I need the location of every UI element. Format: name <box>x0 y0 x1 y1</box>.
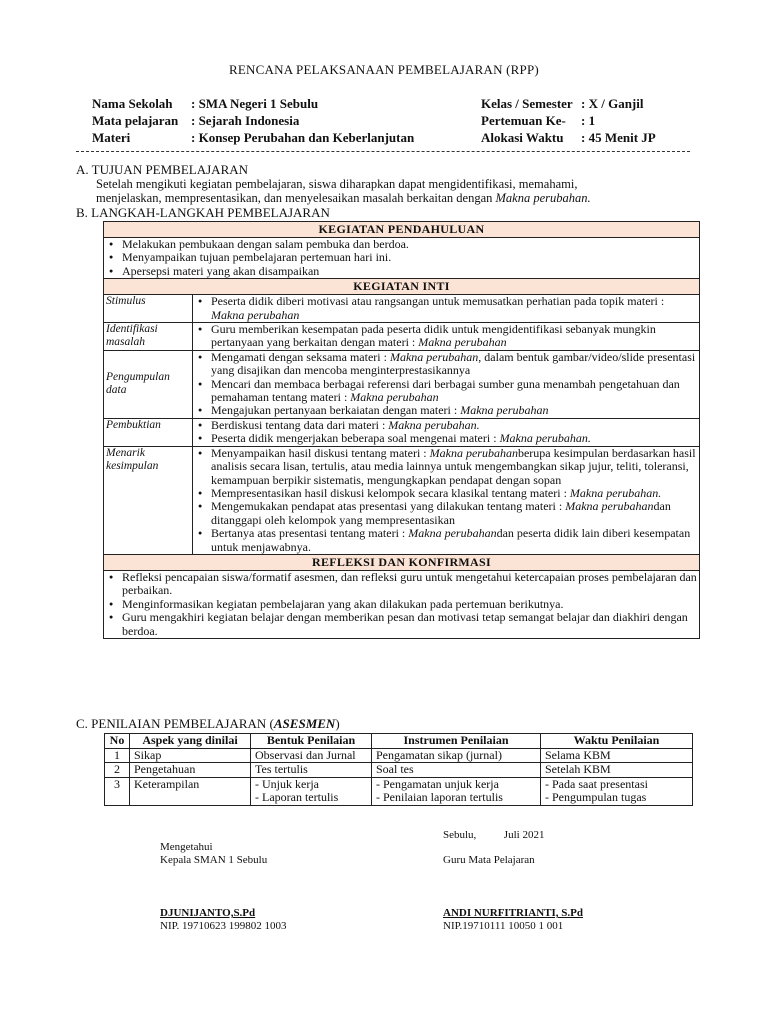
info-label: Kelas / Semester <box>481 96 573 111</box>
document-title: RENCANA PELAKSANAAN PEMBELAJARAN (RPP) <box>229 62 539 77</box>
table-row <box>104 446 700 554</box>
info-value: : X / Ganjil <box>581 96 644 111</box>
cell: Pengamatan sikap (jurnal) <box>372 748 541 763</box>
cell: Tes tertulis <box>251 763 372 778</box>
step-content <box>193 323 700 351</box>
table-header-row <box>105 734 693 749</box>
info-label: Nama Sekolah <box>92 96 173 111</box>
step-label: Identifikasi masalah <box>104 323 193 351</box>
section-a-text <box>96 177 696 205</box>
list-item: ● Menyampaikan hasil diskusi tentang materi : Makna perubahanberupa kesimpulan berdasarkan hasil analisis secara lisan, tertulis, atau media lainnya untuk mengembangkan sikap jujur, teliti, toleransi, kemampuan berpikir sistematis, mengungkapkan pendapat dengan sopan <box>195 447 697 487</box>
info-value: : 45 Menit JP <box>581 130 656 145</box>
section-a-line2: menjelaskan, mempresentasikan, dan menyelesaikan masalah berkaitan dengan Makna perubahan. <box>96 191 591 205</box>
assessment-table <box>104 733 693 806</box>
step-label: Stimulus <box>104 295 193 323</box>
refleksi-list <box>106 571 697 638</box>
cell: 2 <box>105 763 130 778</box>
step-content <box>193 295 700 323</box>
table-row <box>105 777 693 805</box>
table-row <box>104 350 700 418</box>
info-right <box>481 95 656 146</box>
col-header: Aspek yang dinilai <box>130 734 251 749</box>
list-item: ● Bertanya atas presentasi tentang materi : Makna perubahandan peserta didik lain diberi kesempatan untuk menjawabnya. <box>195 527 697 554</box>
section-c-title: C. PENILAIAN PEMBELAJARAN (ASESMEN) <box>76 716 340 731</box>
info-value: : Sejarah Indonesia <box>191 113 300 128</box>
step-content <box>193 418 700 446</box>
teacher-nip: NIP.19710111 10050 1 001 <box>443 920 564 932</box>
step-content <box>193 350 700 418</box>
sign-left-line2: Kepala SMAN 1 Sebulu <box>160 854 268 866</box>
pendahuluan-cell <box>104 238 700 279</box>
cell: Setelah KBM <box>541 763 693 778</box>
cell: - Pada saat presentasi - Pengumpulan tugas <box>541 777 693 805</box>
cell: Pengetahuan <box>130 763 251 778</box>
col-header: Waktu Penilaian <box>541 734 693 749</box>
cell: Sikap <box>130 748 251 763</box>
info-label: Pertemuan Ke- <box>481 113 566 128</box>
info-value: : SMA Negeri 1 Sebulu <box>191 96 319 111</box>
info-left <box>92 95 414 146</box>
list-item: ● Peserta didik mengerjakan beberapa soal mengenai materi : Makna perubahan. <box>195 432 697 445</box>
info-value: : Konsep Perubahan dan Keberlanjutan <box>191 130 415 145</box>
table-row <box>104 418 700 446</box>
steps-table <box>103 221 700 639</box>
info-label: Alokasi Waktu <box>481 130 564 145</box>
step-label: Menarik kesimpulan <box>104 446 193 554</box>
table-row <box>105 748 693 763</box>
section-a-line1: Setelah mengikuti kegiatan pembelajaran, siswa diharapkan dapat mengidentifikasi, memahami, <box>96 177 578 191</box>
refleksi-cell <box>104 570 700 638</box>
list-item: ● Berdiskusi tentang data dari materi : Makna perubahan. <box>195 419 697 432</box>
list-item: ● Mengemukakan pendapat atas presentasi yang dilakukan tentang materi : Makna perubahandan ditanggapi oleh kelompok yang mempresentasikan <box>195 500 697 527</box>
sign-right-line2: Guru Mata Pelajaran <box>443 854 535 866</box>
list-item: ● Apersepsi materi yang akan disampaikan <box>106 265 697 278</box>
list-item: ● Mengajukan pertanyaan berkaiatan dengan materi : Makna perubahan <box>195 404 697 417</box>
list-item: ● Melakukan pembukaan dengan salam pembuka dan berdoa. <box>106 238 697 251</box>
teacher-name: ANDI NURFITRIANTI, S.Pd <box>443 907 583 919</box>
list-item: ● Refleksi pencapaian siswa/formatif asesmen, dan refleksi guru untuk mengetahui ketercapaian proses pembelajaran dan perbaikan. <box>106 571 697 598</box>
place-date: Sebulu, Juli 2021 <box>443 829 545 841</box>
section-b-title: B. LANGKAH-LANGKAH PEMBELAJARAN <box>76 205 330 220</box>
list-item: ● Menyampaikan tujuan pembelajaran pertemuan hari ini. <box>106 251 697 264</box>
list-item: ● Mempresentasikan hasil diskusi kelompok secara klasikal tentang materi : Makna perubahan. <box>195 487 697 500</box>
pendahuluan-header: KEGIATAN PENDAHULUAN <box>104 222 700 238</box>
refleksi-header: REFLEKSI DAN KONFIRMASI <box>104 554 700 570</box>
sign-left-line1: Mengetahui <box>160 841 213 853</box>
info-value: : 1 <box>581 113 596 128</box>
info-label: Mata pelajaran <box>92 113 179 128</box>
col-header: No <box>105 734 130 749</box>
list-item: ● Mencari dan membaca berbagai referensi dari berbagai sumber guna menambah pengetahuan dan pemahaman tentang materi : Makna perubahan <box>195 378 697 405</box>
col-header: Instrumen Penilaian <box>372 734 541 749</box>
dashed-divider <box>76 151 690 152</box>
col-header: Bentuk Penilaian <box>251 734 372 749</box>
list-item: ● Guru mengakhiri kegiatan belajar dengan memberikan pesan dan motivasi tetap semangat belajar dan diakhiri dengan berdoa. <box>106 611 697 638</box>
cell: 1 <box>105 748 130 763</box>
table-row <box>104 295 700 323</box>
table-row <box>105 763 693 778</box>
cell: Observasi dan Jurnal <box>251 748 372 763</box>
info-label: Materi <box>92 130 131 145</box>
principal-name: DJUNIJANTO,S.Pd <box>160 907 256 919</box>
cell: Soal tes <box>372 763 541 778</box>
cell: Keterampilan <box>130 777 251 805</box>
inti-header: KEGIATAN INTI <box>104 279 700 295</box>
step-content <box>193 446 700 554</box>
cell: Selama KBM <box>541 748 693 763</box>
step-label: Pengumpulan data <box>104 350 193 418</box>
step-label: Pembuktian <box>104 418 193 446</box>
pendahuluan-list <box>106 238 697 278</box>
principal-nip: NIP. 19710623 199802 1003 <box>160 920 287 932</box>
list-item: ● Guru memberikan kesempatan pada peserta didik untuk mengidentifikasi sebanyak mungkin pertanyaan yang berkaitan dengan materi : Makna perubahan <box>195 323 697 350</box>
cell: - Pengamatan unjuk kerja - Penilaian laporan tertulis <box>372 777 541 805</box>
cell: - Unjuk kerja - Laporan tertulis <box>251 777 372 805</box>
list-item: ● Peserta didik diberi motivasi atau rangsangan untuk memusatkan perhatian pada topik materi : Makna perubahan <box>195 295 697 322</box>
list-item: ● Mengamati dengan seksama materi : Makna perubahan, dalam bentuk gambar/video/slide presentasi yang disajikan dan mencoba menginterprestasikannya <box>195 351 697 378</box>
section-a-title: A. TUJUAN PEMBELAJARAN <box>76 162 249 177</box>
cell: 3 <box>105 777 130 805</box>
table-row <box>104 323 700 351</box>
list-item: ● Menginformasikan kegiatan pembelajaran yang akan dilakukan pada pertemuan berikutnya. <box>106 598 697 611</box>
